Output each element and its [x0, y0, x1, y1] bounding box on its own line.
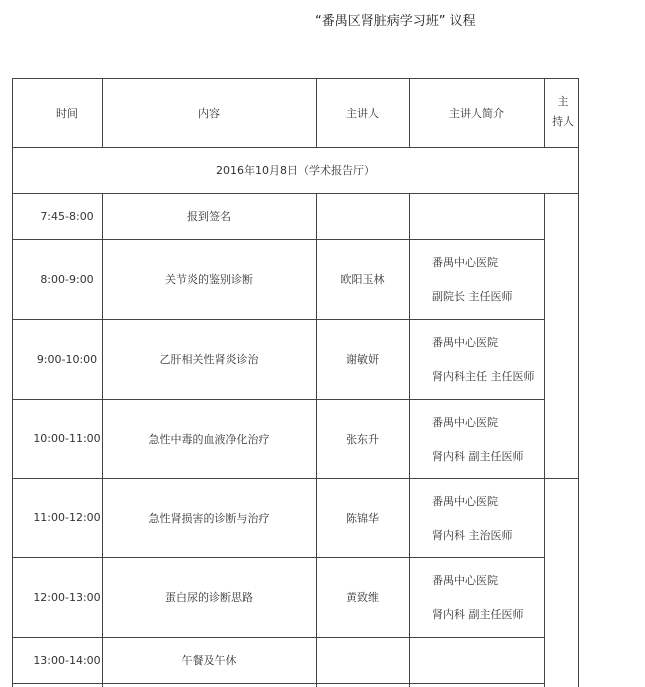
row-content: 急性中毒的血液净化治疗 [148, 432, 270, 446]
row-time: 7:45-8:00 [40, 209, 94, 223]
agenda-table [12, 78, 579, 687]
row-bio-line2: 肾内科主任 主任医师 [432, 370, 535, 383]
row-bio-line2: 肾内科 主治医师 [432, 529, 513, 542]
row-bio-line1: 番禺中心医院 [432, 574, 498, 587]
row-speaker: 张东升 [346, 432, 379, 446]
header-host-line1: 主 [557, 95, 569, 108]
header-speaker-bio: 主讲人简介 [449, 106, 504, 120]
row-bio-line1: 番禺中心医院 [432, 416, 498, 429]
row-time: 12:00-13:00 [33, 590, 101, 604]
row-speaker [316, 637, 409, 683]
row-content: 报到签名 [187, 210, 231, 223]
row-bio-line2: 肾内科 副主任医师 [432, 608, 524, 621]
row-speaker [316, 193, 409, 239]
row-content: 关节炎的鉴别诊断 [165, 273, 253, 286]
row-bio-line2: 肾内科 副主任医师 [432, 450, 524, 463]
row-speaker: 欧阳玉林 [340, 273, 385, 286]
row-speaker: 黄致维 [346, 591, 379, 604]
header-host-line2: 持人 [552, 115, 574, 128]
header-time: 时间 [56, 106, 78, 120]
row-content: 急性肾损害的诊断与治疗 [148, 511, 270, 525]
header-host [548, 92, 578, 132]
row-speaker: 陈锦华 [346, 511, 379, 525]
row-bio-line1: 番禺中心医院 [432, 256, 498, 269]
header-speaker: 主讲人 [346, 106, 379, 120]
row-time: 9:00-10:00 [36, 352, 98, 366]
row-bio-line1: 番禺中心医院 [432, 495, 498, 508]
row-time: 8:00-9:00 [40, 272, 94, 286]
row-speaker: 谢敏妍 [346, 353, 379, 366]
date-row: 2016年10月8日（学术报告厅） [216, 164, 375, 177]
row-time: 13:00-14:00 [33, 653, 101, 667]
row-time: 10:00-11:00 [33, 432, 101, 445]
row-content: 午餐及午休 [181, 654, 237, 667]
row-bio-line1: 番禺中心医院 [432, 336, 498, 349]
page-title: “番禺区肾脏病学习班” 议程 [315, 14, 476, 29]
row-content: 蛋白尿的诊断思路 [165, 591, 253, 604]
row-time: 11:00-12:00 [33, 511, 101, 524]
row-content: 乙肝相关性肾炎诊治 [159, 353, 259, 366]
header-content: 内容 [198, 106, 220, 120]
row-bio-line2: 副院长 主任医师 [432, 290, 513, 303]
